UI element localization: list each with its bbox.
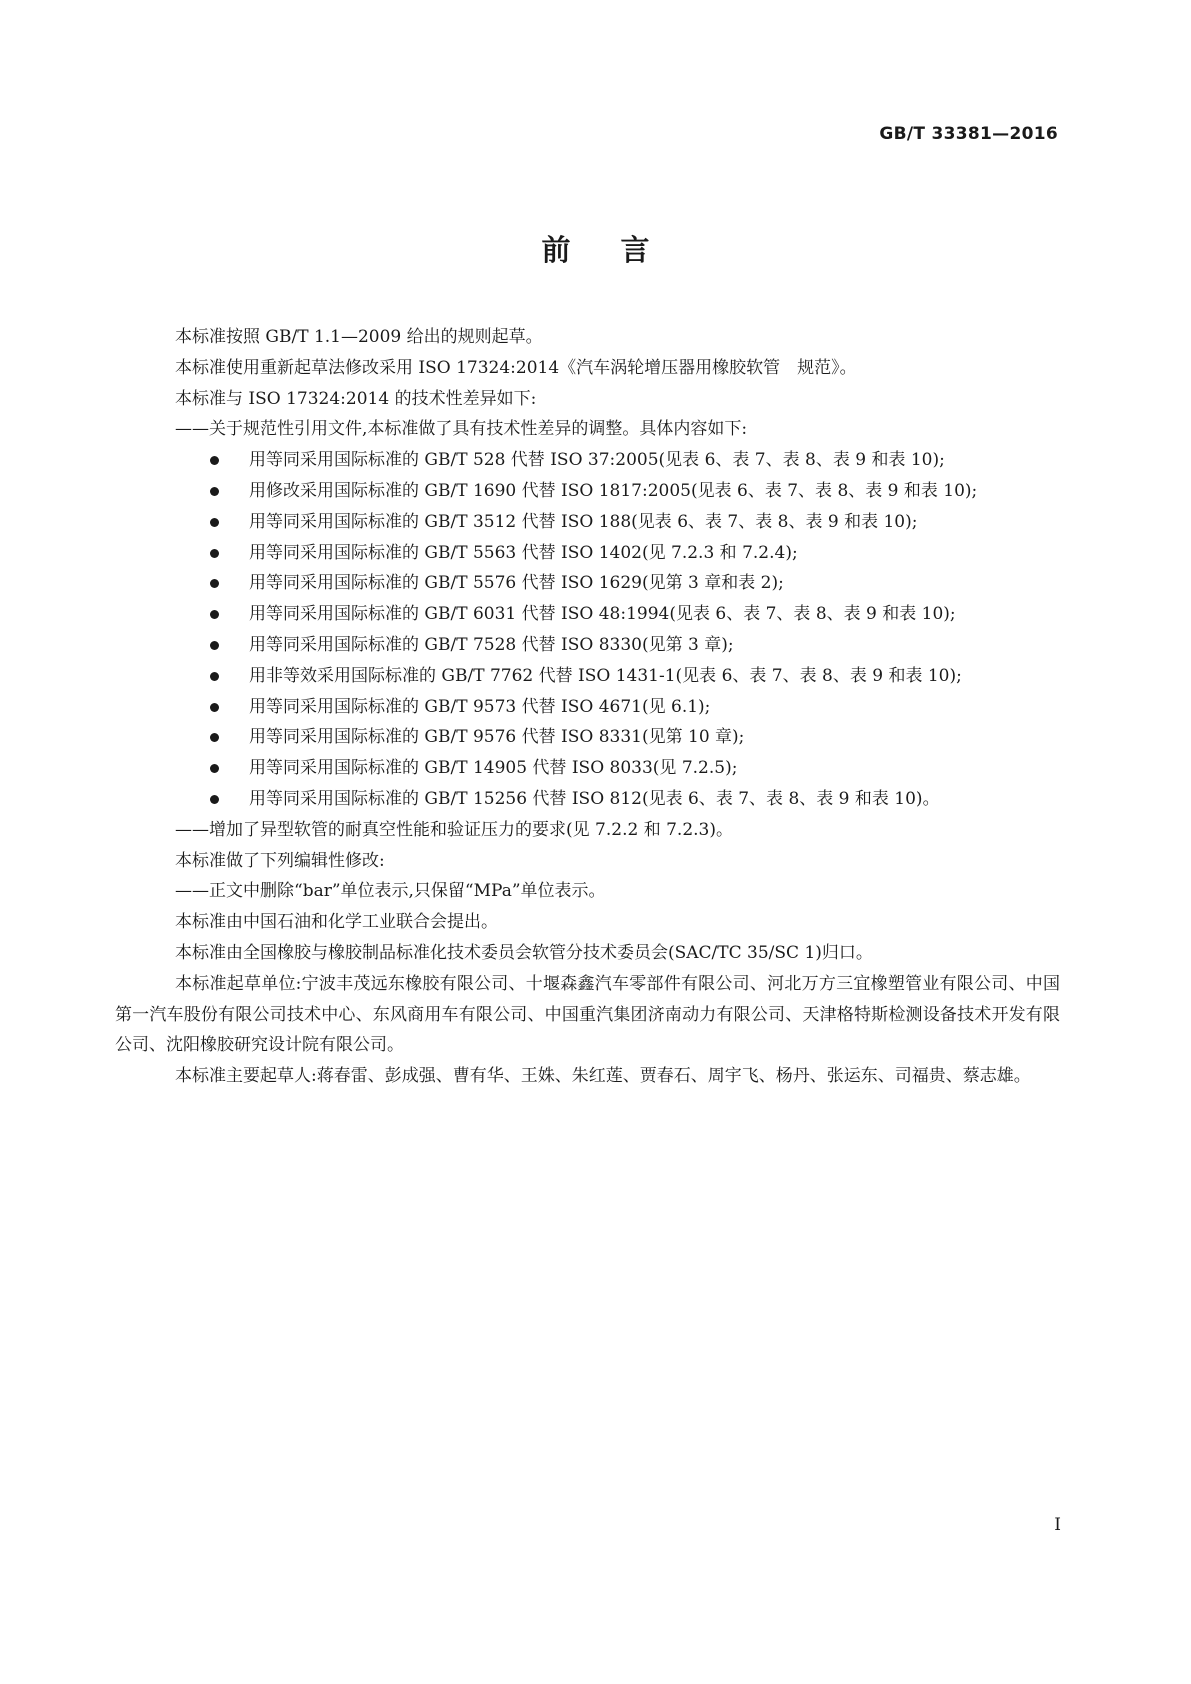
paragraph-technical-differences: 本标准与 ISO 17324:2014 的技术性差异如下: xyxy=(175,388,537,409)
list-item xyxy=(115,507,1060,538)
list-item xyxy=(115,692,1060,723)
bullet-icon xyxy=(210,641,219,650)
reference-replacement-list xyxy=(115,445,1060,815)
bullet-icon xyxy=(210,703,219,712)
list-item xyxy=(115,661,1060,692)
paragraph-adoption-method: 本标准使用重新起草法修改采用 ISO 17324:2014《汽车涡轮增压器用橡胶软管 规范》。 xyxy=(175,357,857,378)
bullet-icon xyxy=(210,549,219,558)
list-item-text: 用等同采用国际标准的 GB/T 15256 代替 ISO 812(见表 6、表 7、表 8、表 9 和表 10)。 xyxy=(249,788,940,809)
bullet-icon xyxy=(210,456,219,465)
page-number: I xyxy=(1054,1515,1061,1535)
list-item-text: 用等同采用国际标准的 GB/T 14905 代替 ISO 8033(见 7.2.5); xyxy=(249,758,738,779)
page-title: 前言 xyxy=(541,233,700,267)
paragraph-drafters: 本标准主要起草人:蒋春雷、彭成强、曹有华、王姝、朱红莲、贾春石、周宇飞、杨丹、张运东、司福贵、蔡志雄。 xyxy=(175,1066,1031,1087)
list-item-text: 用非等效采用国际标准的 GB/T 7762 代替 ISO 1431-1(见表 6、表 7、表 8、表 9 和表 10); xyxy=(249,665,962,686)
bullet-icon xyxy=(210,610,219,619)
paragraph-editorial-changes: 本标准做了下列编辑性修改: xyxy=(175,850,385,871)
paragraph-proposer: 本标准由中国石油和化学工业联合会提出。 xyxy=(175,912,498,933)
list-item xyxy=(115,568,1060,599)
paragraph-technical-committee: 本标准由全国橡胶与橡胶制品标准化技术委员会软管分技术委员会(SAC/TC 35/SC 1)归口。 xyxy=(175,942,873,963)
bullet-icon xyxy=(210,733,219,742)
bullet-icon xyxy=(210,518,219,527)
list-item xyxy=(115,630,1060,661)
paragraph-drafting-units: 本标准起草单位:宁波丰茂远东橡胶有限公司、十堰森鑫汽车零部件有限公司、河北万方三宜橡塑管业有限公司、中国第一汽车股份有限公司技术中心、东风商用车有限公司、中国重汽集团济南动力有限公司、天津格特斯检测设备技术开发有限公司、沈阳橡胶研究设计院有限公司。 xyxy=(115,973,1060,1056)
dash-item-normative-references: ——关于规范性引用文件,本标准做了具有技术性差异的调整。具体内容如下: xyxy=(175,419,748,440)
list-item xyxy=(115,753,1060,784)
bullet-icon xyxy=(210,487,219,496)
bullet-icon xyxy=(210,764,219,773)
list-item xyxy=(115,784,1060,815)
list-item-text: 用等同采用国际标准的 GB/T 3512 代替 ISO 188(见表 6、表 7、表 8、表 9 和表 10); xyxy=(249,511,918,532)
bullet-icon xyxy=(210,672,219,681)
list-item-text: 用等同采用国际标准的 GB/T 7528 代替 ISO 8330(见第 3 章); xyxy=(249,634,734,655)
standard-number: GB/T 33381—2016 xyxy=(879,124,1058,144)
bullet-icon xyxy=(210,795,219,804)
list-item xyxy=(115,599,1060,630)
dash-item-unit-removal: ——正文中删除“bar”单位表示,只保留“MPa”单位表示。 xyxy=(175,881,606,902)
list-item xyxy=(115,445,1060,476)
document-body xyxy=(115,322,1060,1092)
bullet-icon xyxy=(210,579,219,588)
list-item-text: 用等同采用国际标准的 GB/T 528 代替 ISO 37:2005(见表 6、表 7、表 8、表 9 和表 10); xyxy=(249,450,945,471)
list-item-text: 用等同采用国际标准的 GB/T 6031 代替 ISO 48:1994(见表 6、表 7、表 8、表 9 和表 10); xyxy=(249,604,956,625)
list-item xyxy=(115,476,1060,507)
dash-item-added-requirements: ——增加了异型软管的耐真空性能和验证压力的要求(见 7.2.2 和 7.2.3)。 xyxy=(175,819,733,840)
list-item xyxy=(115,722,1060,753)
list-item-text: 用等同采用国际标准的 GB/T 9573 代替 ISO 4671(见 6.1); xyxy=(249,696,711,717)
list-item-text: 用等同采用国际标准的 GB/T 5563 代替 ISO 1402(见 7.2.3 和 7.2.4); xyxy=(249,542,798,563)
list-item-text: 用修改采用国际标准的 GB/T 1690 代替 ISO 1817:2005(见表 6、表 7、表 8、表 9 和表 10); xyxy=(249,480,978,501)
paragraph-drafting-rules: 本标准按照 GB/T 1.1—2009 给出的规则起草。 xyxy=(175,327,543,347)
list-item-text: 用等同采用国际标准的 GB/T 9576 代替 ISO 8331(见第 10 章); xyxy=(249,727,745,748)
list-item xyxy=(115,538,1060,569)
list-item-text: 用等同采用国际标准的 GB/T 5576 代替 ISO 1629(见第 3 章和表 2); xyxy=(249,573,784,594)
